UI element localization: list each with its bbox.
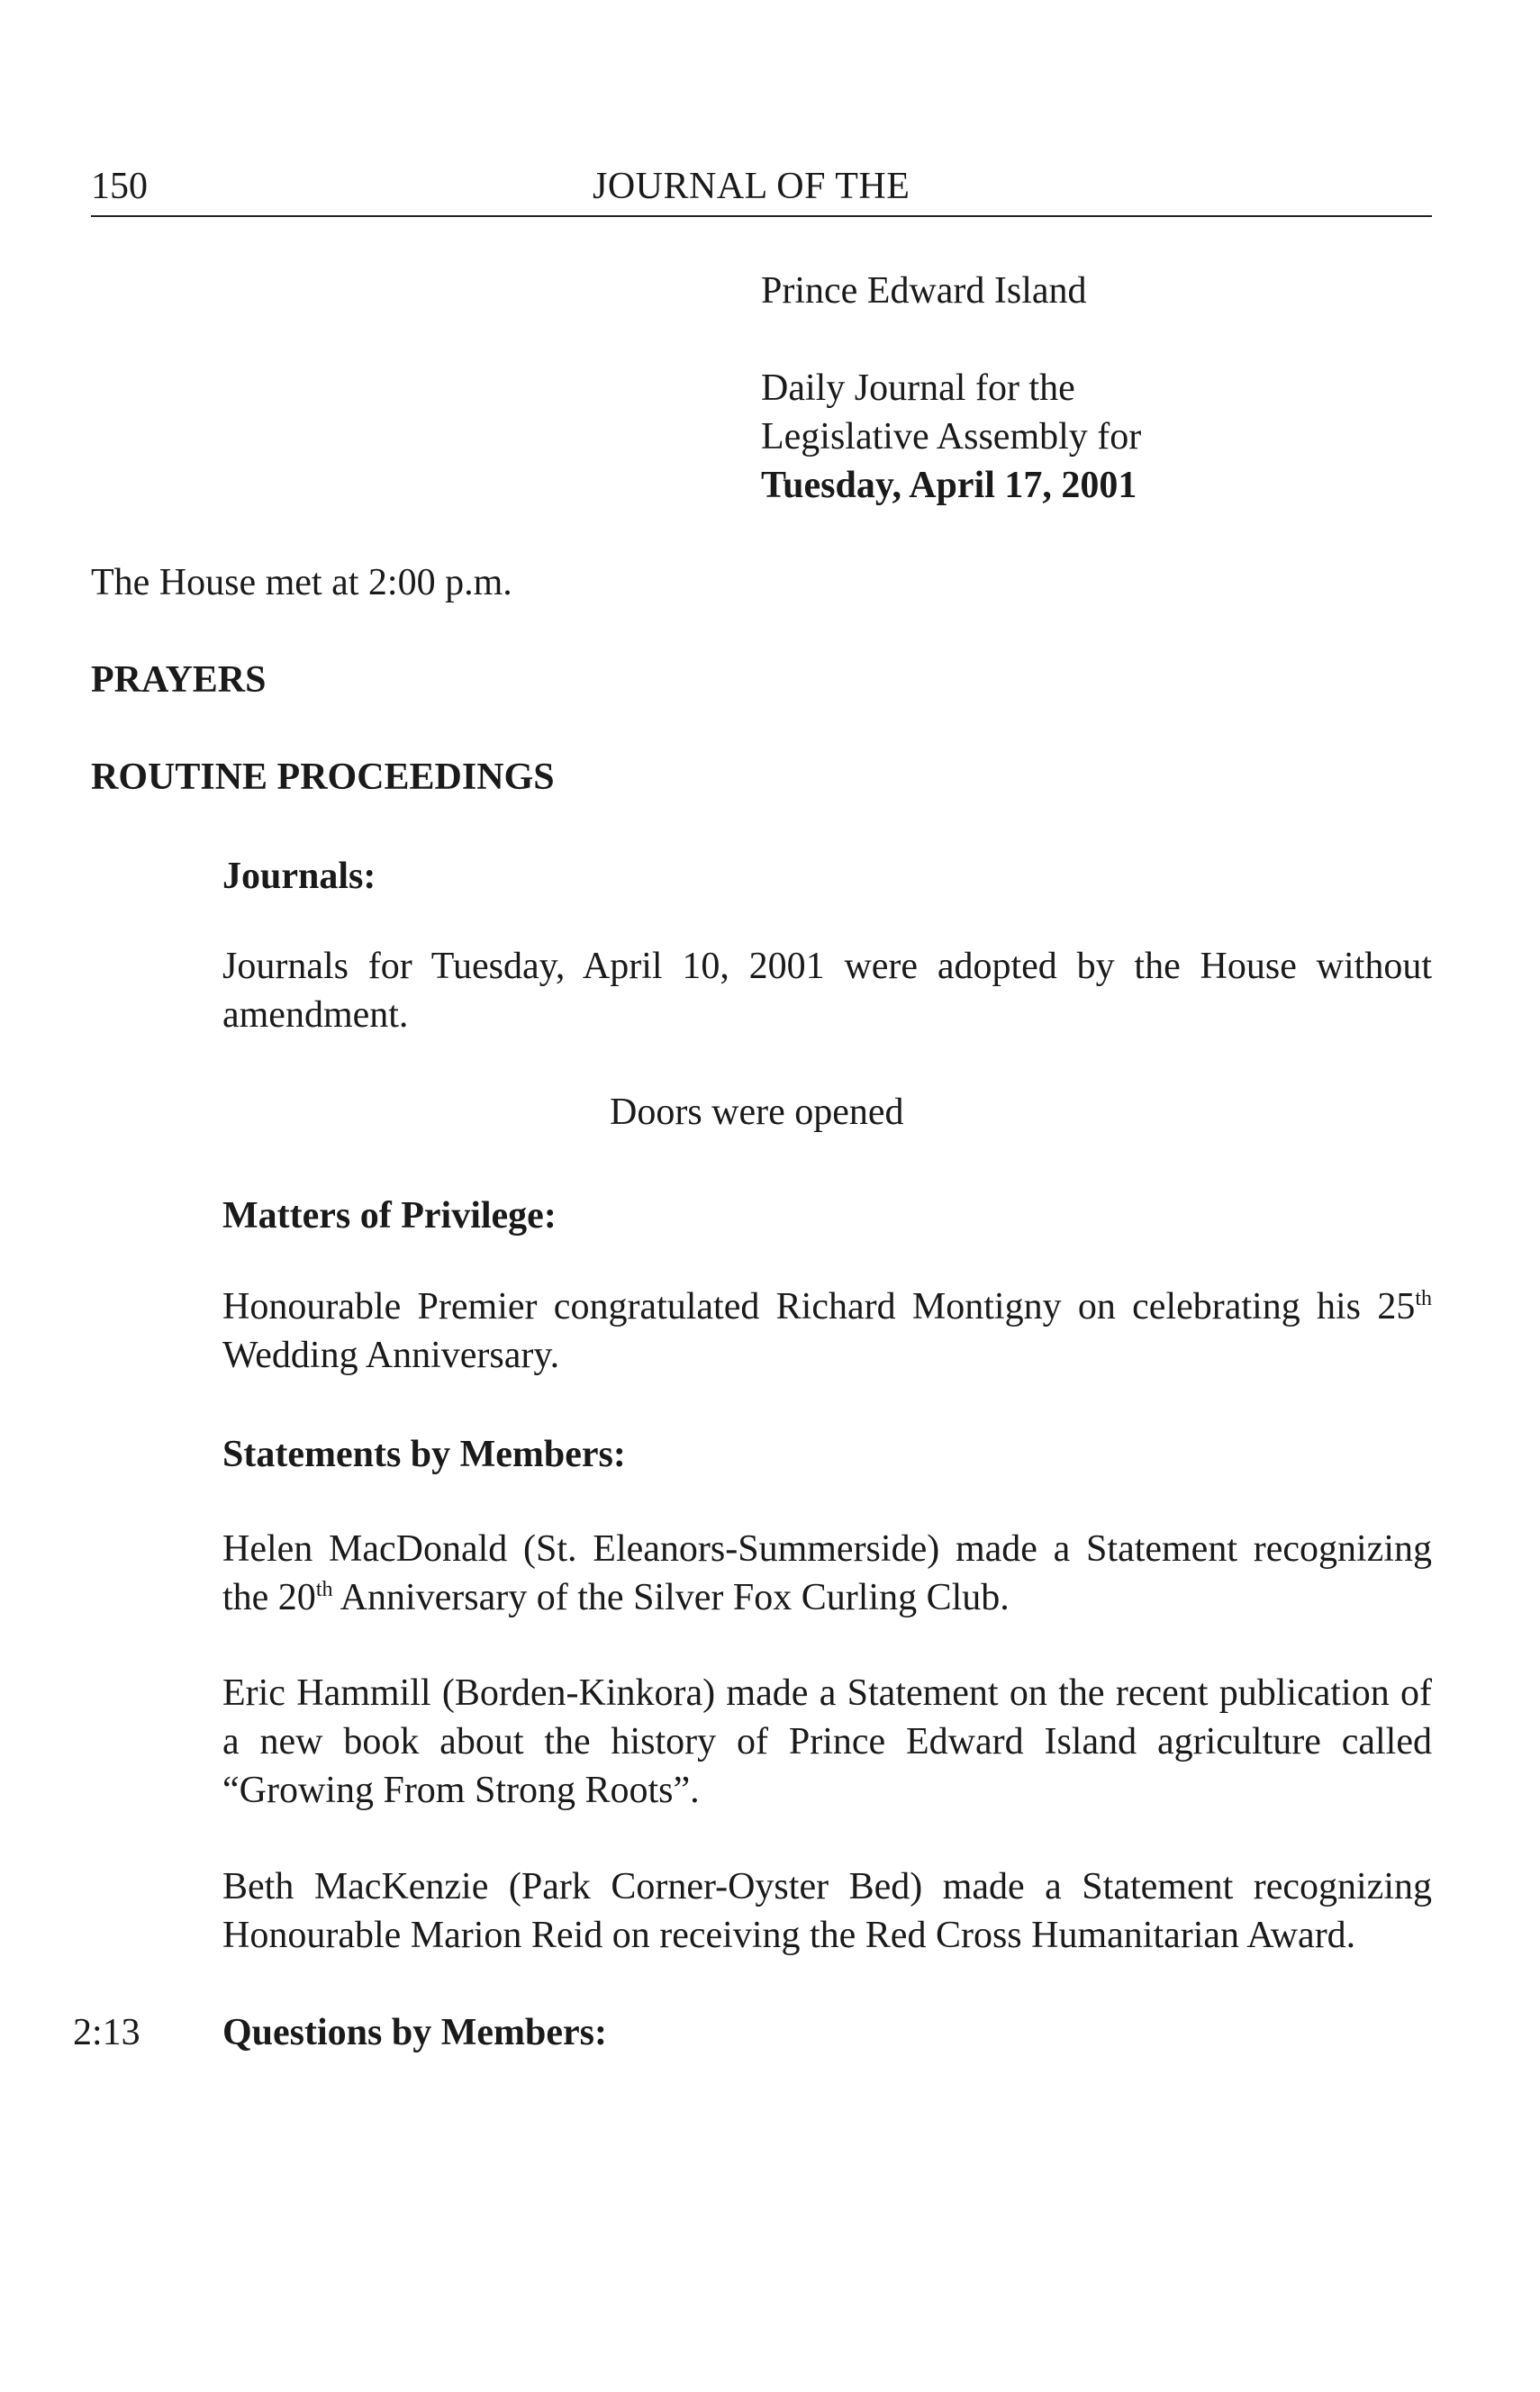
title-line-1: Daily Journal for the (761, 367, 1075, 409)
statement-1-ordinal-suffix: th (315, 1578, 333, 1601)
questions-time: 2:13 (73, 2012, 140, 2053)
journal-title-block (761, 267, 1391, 510)
routine-proceedings-heading: ROUTINE PROCEEDINGS (91, 757, 555, 798)
journals-heading: Journals: (222, 856, 376, 897)
page-header (91, 158, 1432, 217)
privilege-heading: Matters of Privilege: (222, 1195, 557, 1237)
questions-heading: Questions by Members: (222, 2012, 607, 2053)
house-met-text: The House met at 2:00 p.m. (91, 562, 512, 603)
journal-date: Tuesday, April 17, 2001 (761, 465, 1137, 506)
privilege-ordinal-suffix: th (1415, 1287, 1432, 1310)
statement-item: Eric Hammill (Borden-Kinkora) made a Statement on the recent publication of a new book about the history of Prince Edward Island agriculture called “Growing From Strong Roots”. (222, 1672, 1432, 1811)
statement-item: Beth MacKenzie (Park Corner-Oyster Bed) made a Statement recognizing Honourable Marion Reid on receiving the Red Cross Humanitarian Award. (222, 1866, 1432, 1956)
page-number: 150 (91, 166, 148, 207)
journals-paragraph: Journals for Tuesday, April 10, 2001 were adopted by the House without amendment. (222, 946, 1432, 1036)
prayers-heading: PRAYERS (91, 659, 267, 701)
statements-heading: Statements by Members: (222, 1434, 626, 1475)
province-name: Prince Edward Island (761, 270, 1087, 312)
statement-1-text-end: Anniversary of the Silver Fox Curling Club. (332, 1577, 1010, 1618)
privilege-text-end: Wedding Anniversary. (222, 1335, 560, 1376)
privilege-paragraph (222, 1282, 1432, 1380)
statement-item (222, 1525, 1432, 1622)
privilege-text-start: Honourable Premier congratulated Richard Montigny on celebrating his 25 (222, 1286, 1416, 1327)
statement-1-text-start: Helen MacDonald (St. Eleanors-Summerside) made a Statement recognizing the 20 (222, 1528, 1432, 1618)
doors-opened-text: Doors were opened (610, 1092, 904, 1133)
title-line-2: Legislative Assembly for (761, 416, 1142, 458)
running-title: JOURNAL OF THE (593, 166, 910, 207)
